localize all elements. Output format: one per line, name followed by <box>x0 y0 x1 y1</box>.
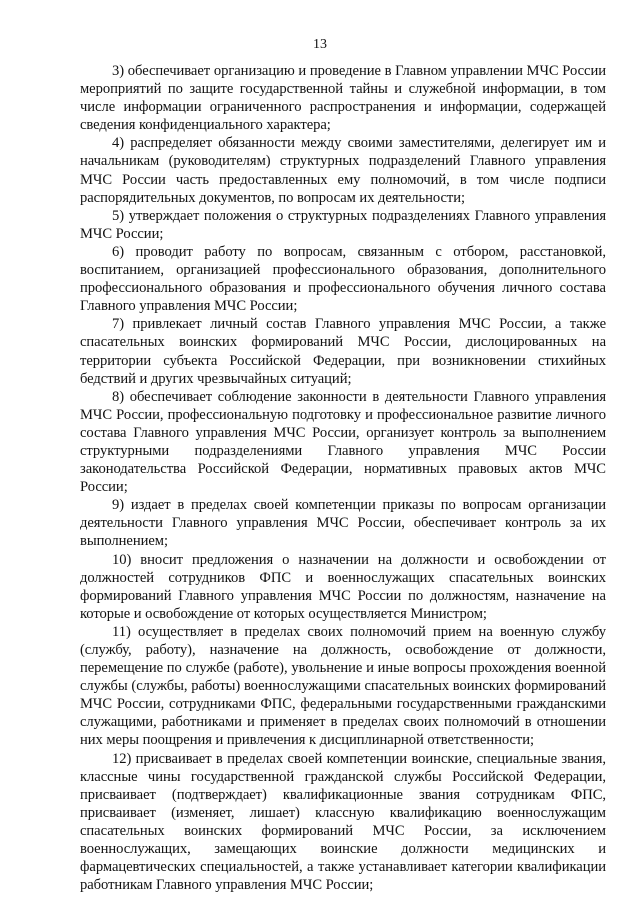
paragraph-item-6: 6) проводит работу по вопросам, связанным с отбором, расстановкой, воспитанием, организацией профессионального образования, дополнительного профессионального образования и профессионального обучения личного состава Главного управления МЧС России; <box>80 243 606 315</box>
paragraph-item-4: 4) распределяет обязанности между своими заместителями, делегирует им и начальникам (руководителям) структурных подразделений Главного управления МЧС России часть предоставленных ему полномочий, в том числе подписи распорядительных документов, по вопросам их деятельности; <box>80 135 606 206</box>
paragraph-item-12: 12) присваивает в пределах своей компетенции воинские, специальные звания, классные чины государственной гражданской службы Российской Федерации, присваивает (подтверждает) квалификационные звания сотрудникам ФПС, присваивает (изменяет, лишает) классную квалификацию военнослужащим спасательных воинских формирований МЧС России, за исключением военнослужащих, замещающих воинские должности медицинских и фармацевтических специальностей, а также устанавливает категории квалификации работникам Главного управления МЧС России; <box>80 750 606 894</box>
paragraph-item-10: 10) вносит предложения о назначении на должности и освобождении от должностей сотрудников ФПС и военнослужащих спасательных воинских формирований Главного управления МЧС России по должностям, назначение на которые и освобождение от которых осуществляется Министром; <box>80 551 606 622</box>
paragraph-item-5: 5) утверждает положения о структурных подразделениях Главного управления МЧС России; <box>80 207 606 242</box>
paragraph-item-9: 9) издает в пределах своей компетенции приказы по вопросам организации деятельности Главного управления МЧС России, обеспечивает контроль за их выполнением; <box>80 497 606 550</box>
paragraph-item-7: 7) привлекает личный состав Главного управления МЧС России, а также спасательных воинских формирований МЧС России, дислоцированных на территории субъекта Российской Федерации, при возникновении стихийных бедствий и других чрезвычайных ситуаций; <box>80 316 606 387</box>
page-number: 13 <box>313 37 327 52</box>
body-text <box>80 62 606 894</box>
paragraph-item-8: 8) обеспечивает соблюдение законности в деятельности Главного управления МЧС России, профессиональную подготовку и профессиональное развитие личного состава Главного управления МЧС России, организует контроль за выполнением структурными подразделениями Главного управления МЧС России законодательства Российской Федерации, нормативных правовых актов МЧС России; <box>80 388 606 496</box>
paragraph-item-3: 3) обеспечивает организацию и проведение в Главном управлении МЧС России мероприятий по защите государственной тайны и служебной информации, в том числе информации ограниченного распространения и информации, содержащей сведения конфиденциального характера; <box>80 63 606 134</box>
paragraph-item-11: 11) осуществляет в пределах своих полномочий прием на военную службу (службу, работу), назначение на должность, освобождение от должности, перемещение по службе (работе), увольнение и иные вопросы прохождения военной службы (службы, работы) военнослужащими спасательных воинских формирований МЧС России, сотрудниками ФПС, федеральными государственными гражданскими служащими, работниками и применяет в пределах своих полномочий в отношении них меры поощрения и привлечения к дисциплинарной ответственности; <box>80 623 606 749</box>
